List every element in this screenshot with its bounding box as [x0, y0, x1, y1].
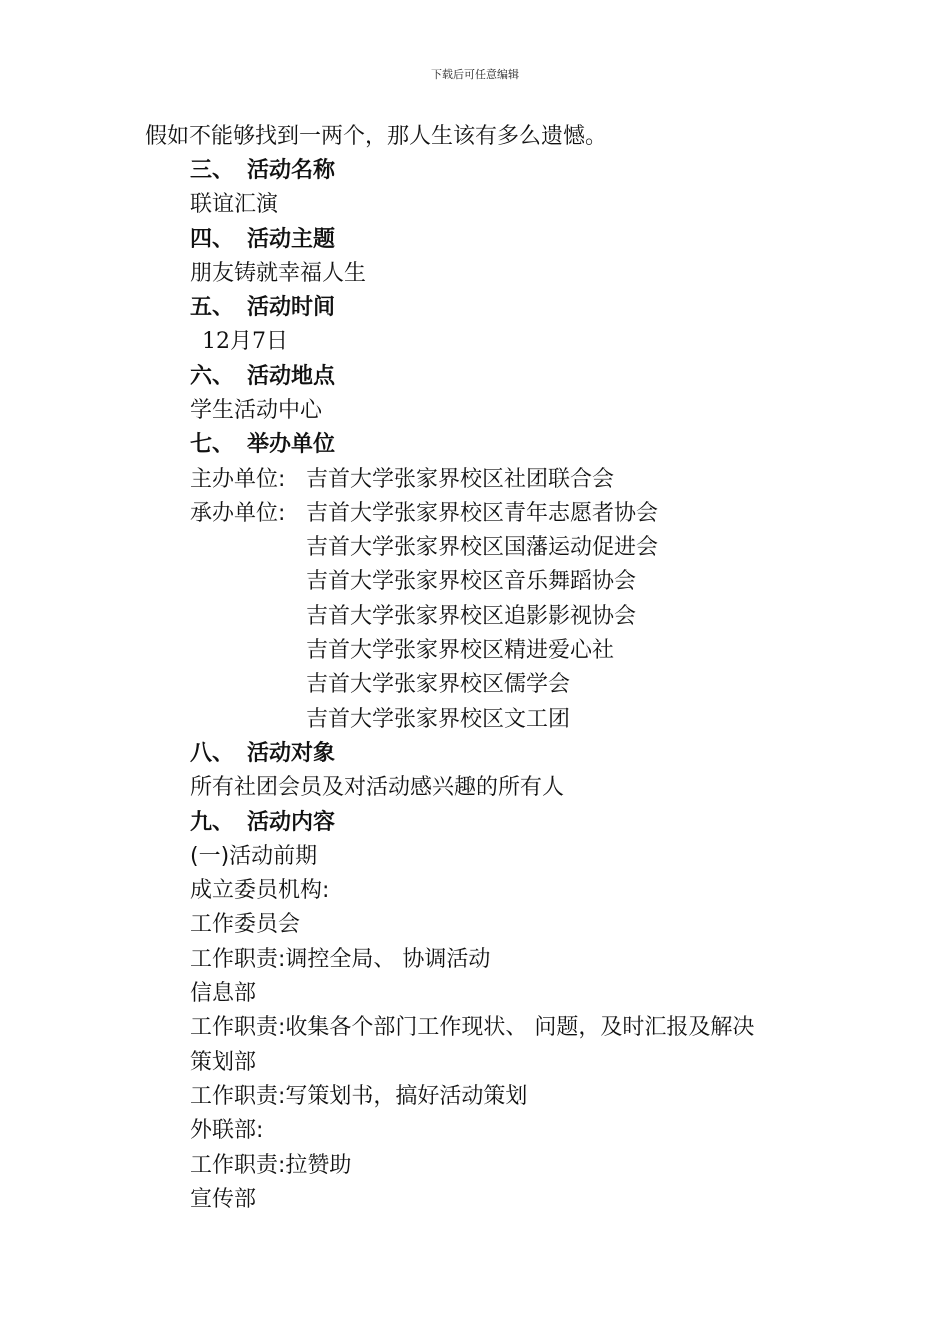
- section-number: 四、: [190, 227, 235, 252]
- content-line: (一)活动前期: [190, 844, 318, 869]
- section-number: 八、: [190, 741, 235, 766]
- section-title: 活动对象: [247, 741, 336, 766]
- organizer-unit: 吉首大学张家界校区音乐舞蹈协会: [306, 569, 637, 594]
- organizer-unit: 吉首大学张家界校区文工团: [306, 707, 571, 732]
- section-number: 七、: [190, 432, 235, 457]
- content-line: 工作职责:调控全局、 协调活动: [190, 947, 491, 972]
- section-number: 三、: [190, 158, 235, 183]
- content-line: 工作职责:拉赞助: [190, 1153, 352, 1178]
- host-unit: 吉首大学张家界校区社团联合会: [306, 467, 615, 492]
- organizer-label: 承办单位:: [190, 501, 286, 526]
- section-4-heading: [190, 227, 335, 253]
- section-9-heading: [190, 810, 335, 836]
- content-line: 宣传部: [190, 1187, 257, 1212]
- section-8-body: 所有社团会员及对活动感兴趣的所有人: [190, 775, 565, 800]
- section-title: 活动主题: [247, 227, 336, 252]
- intro-line: 假如不能够找到一两个，那人生该有多么遗憾。: [145, 124, 608, 149]
- host-label: 主办单位:: [190, 467, 286, 492]
- content-line: 成立委员机构:: [190, 878, 330, 903]
- section-title: 活动名称: [247, 158, 336, 183]
- content-line: 外联部:: [190, 1118, 264, 1143]
- section-title: 活动地点: [247, 364, 336, 389]
- section-number: 九、: [190, 810, 235, 835]
- content-line: 信息部: [190, 981, 257, 1006]
- section-4-body: 朋友铸就幸福人生: [190, 261, 367, 286]
- section-7-heading: [190, 432, 335, 458]
- content-line: 工作职责:写策划书，搞好活动策划: [190, 1084, 528, 1109]
- organizer-unit: 吉首大学张家界校区青年志愿者协会: [306, 501, 659, 526]
- organizer-unit: 吉首大学张家界校区精进爱心社: [306, 638, 615, 663]
- section-6-body: 学生活动中心: [190, 398, 323, 423]
- section-number: 五、: [190, 295, 235, 320]
- content-line: 策划部: [190, 1050, 257, 1075]
- section-5-heading: [190, 295, 335, 321]
- section-title: 活动时间: [247, 295, 336, 320]
- organizer-unit: 吉首大学张家界校区追影影视协会: [306, 604, 637, 629]
- section-number: 六、: [190, 364, 235, 389]
- section-3-body: 联谊汇演: [190, 192, 279, 217]
- content-line: 工作职责:收集各个部门工作现状、 问题，及时汇报及解决: [190, 1015, 755, 1040]
- section-5-body: 12月7日: [202, 329, 288, 354]
- section-3-heading: [190, 158, 335, 184]
- section-6-heading: [190, 364, 335, 390]
- section-8-heading: [190, 741, 335, 767]
- page-header: 下载后可任意编辑: [431, 68, 519, 81]
- content-line: 工作委员会: [190, 912, 301, 937]
- organizer-unit: 吉首大学张家界校区国藩运动促进会: [306, 535, 659, 560]
- organizer-unit: 吉首大学张家界校区儒学会: [306, 672, 571, 697]
- section-title: 活动内容: [247, 810, 336, 835]
- section-title: 举办单位: [247, 432, 336, 457]
